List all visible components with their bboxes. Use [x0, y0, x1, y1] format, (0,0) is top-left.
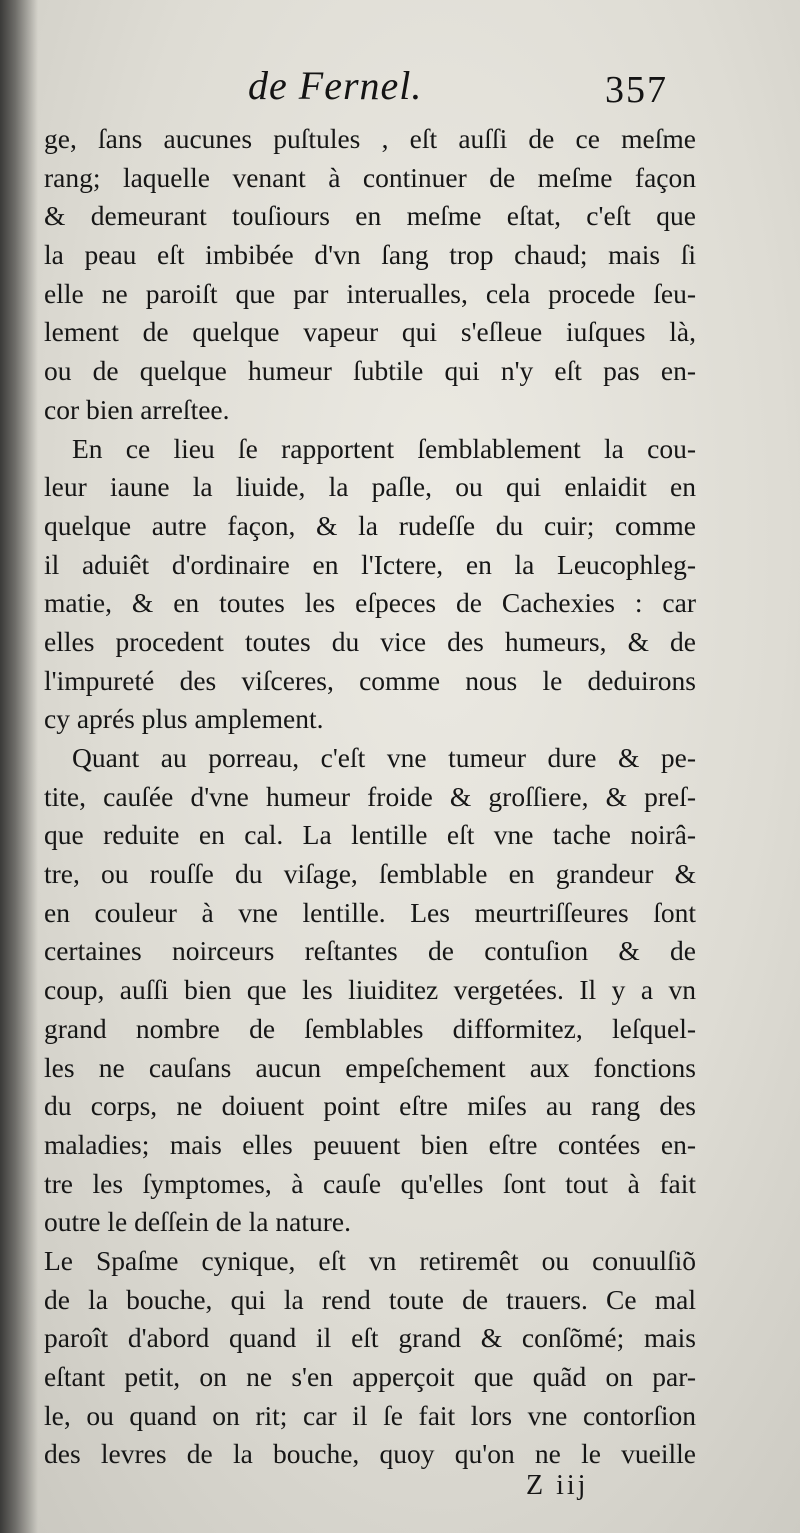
text-line: en couleur à vne lentille. Les meurtriſſeures ſont	[44, 896, 696, 928]
text-line: coup, auſſi bien que les liuiditez vergetées. Il y a vn	[44, 974, 696, 1006]
text-line: matie, & en toutes les eſpeces de Cachexies : car	[44, 587, 696, 619]
text-line: grand nombre de ſemblables difformitez, leſquel-	[44, 1012, 696, 1044]
text-line: elle ne paroiſt que par interualles, cela procede ſeu-	[44, 277, 696, 309]
text-line: certaines noirceurs reſtantes de contuſion & de	[44, 935, 696, 967]
text-line: tite, cauſée d'vne humeur froide & groſſiere, & preſ-	[44, 780, 696, 812]
paragraph-start-line: Quant au porreau, c'eſt vne tumeur dure & pe-	[72, 742, 696, 773]
body-text	[44, 120, 696, 1474]
text-line: des levres de la bouche, quoy qu'on ne le vueille	[44, 1438, 696, 1470]
text-line: le, ou quand on rit; car il ſe fait lors vne contorſion	[44, 1399, 696, 1431]
text-line: eſtant petit, on ne s'en apperçoit que quãd on par-	[44, 1361, 696, 1392]
text-line: leur iaune la liuide, la paſle, ou qui enlaidit en	[44, 471, 696, 503]
text-line: tre les ſymptomes, à cauſe qu'elles ſont tout à fait	[44, 1167, 696, 1199]
text-line: tre, ou rouſſe du viſage, ſemblable en grandeur &	[44, 858, 696, 890]
text-line: que reduite en cal. La lentille eſt vne tache noirâ-	[44, 819, 696, 851]
text-line: l'impureté des viſceres, comme nous le deduirons	[44, 664, 696, 696]
text-line: de la bouche, qui la rend toute de trauers. Ce mal	[44, 1283, 696, 1315]
paragraph-start-line: En ce lieu ſe rapportent ſemblablement la cou-	[72, 432, 696, 464]
text-line: il aduiêt d'ordinaire en l'Ictere, en la Leucophleg-	[44, 548, 696, 580]
text-line: cor bien arreſtee.	[44, 393, 230, 425]
signature-mark: Z iij	[526, 1470, 589, 1501]
text-line: elles procedent toutes du vice des humeurs, & de	[44, 625, 696, 657]
text-line: cy aprés plus amplement.	[44, 703, 324, 735]
text-line: les ne cauſans aucun empeſchement aux fonctions	[44, 1051, 696, 1083]
page-number: 357	[605, 69, 668, 111]
page-gutter-shadow	[0, 0, 38, 1533]
paragraph-start-line: Le Spaſme cynique, eſt vn retiremêt ou conuulſiõ	[44, 1244, 696, 1276]
text-line: ge, ſans aucunes puſtules , eſt auſſi de ce meſme	[44, 123, 696, 154]
text-line: paroît d'abord quand il eſt grand & conſõmé; mais	[44, 1322, 696, 1354]
text-line: maladies; mais elles peuuent bien eſtre contées en-	[44, 1128, 696, 1160]
text-line: lement de quelque vapeur qui s'eſleue iuſques là,	[44, 316, 696, 348]
text-line: quelque autre façon, & la rudeſſe du cuir; comme	[44, 509, 696, 541]
running-head-title: de Fernel.	[248, 63, 423, 108]
text-line: ou de quelque humeur ſubtile qui n'y eſt pas en-	[44, 355, 696, 387]
running-head	[40, 62, 710, 122]
text-line: rang; laquelle venant à continuer de meſme façon	[44, 161, 696, 193]
text-line: la peau eſt imbibée d'vn ſang trop chaud; mais ſi	[44, 239, 696, 271]
text-line: du corps, ne doiuent point eſtre miſes au rang des	[44, 1090, 696, 1122]
text-line: outre le deſſein de la nature.	[44, 1206, 351, 1238]
text-line: & demeurant touſiours en meſme eſtat, c'eſt que	[44, 200, 696, 232]
